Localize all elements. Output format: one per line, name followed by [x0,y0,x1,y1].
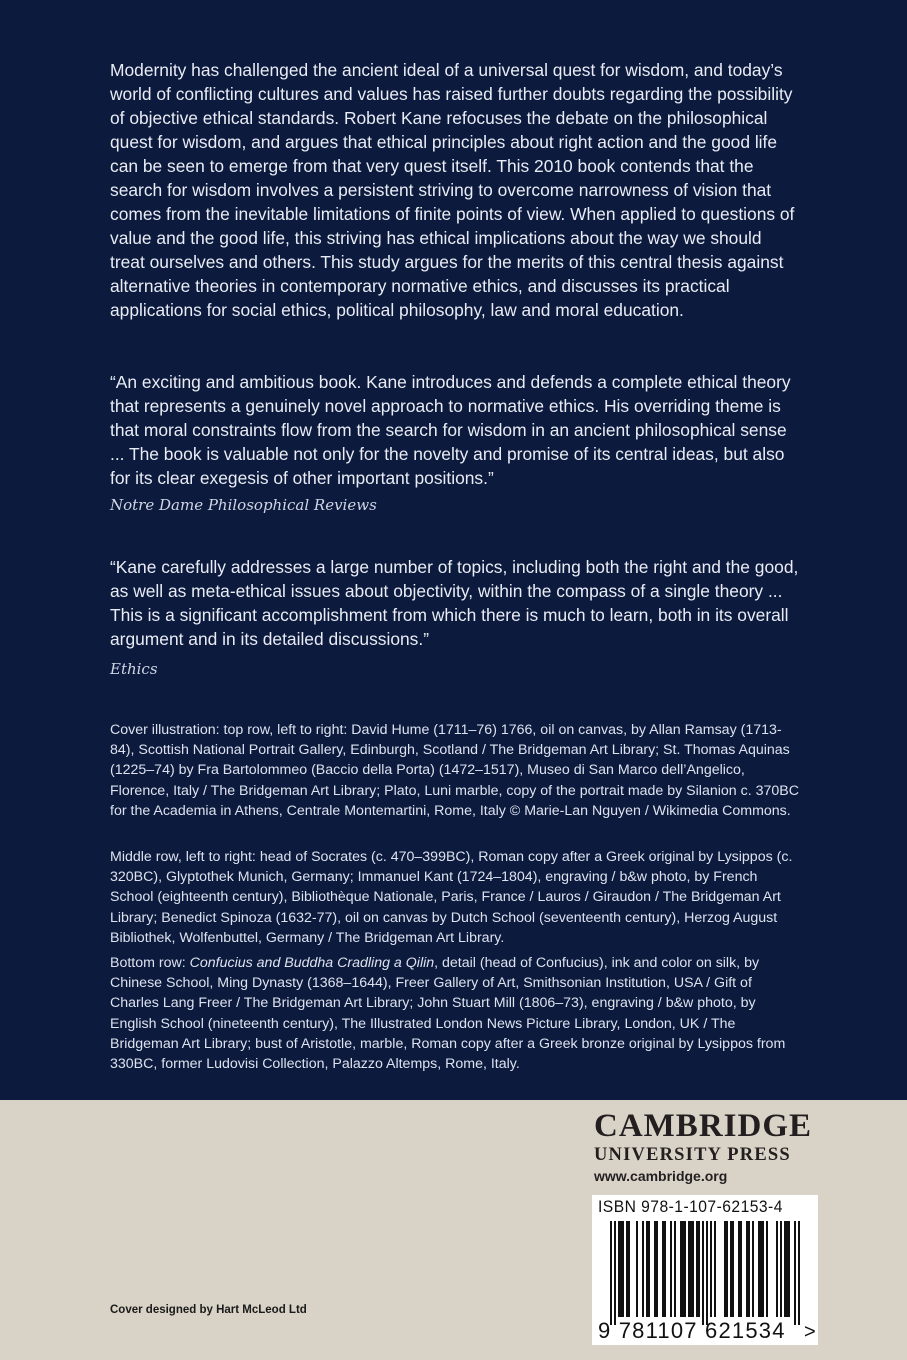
barcode-bar [724,1221,726,1317]
barcode-bar [662,1221,664,1317]
barcode-bar [784,1221,786,1317]
cover-credit-middle-row: Middle row, left to right: head of Socrates (c. 470–399BC), Roman copy after a Greek original by Lysippos (c. 320BC), Glyptothek Munich, Germany; Immanuel Kant (1724–1804), engraving / b&w photo, by French School (eighteenth century), Bibliothèque Nationale, Paris, France / Lauros / Giraudon / The Bridgeman Art Library; Benedict Spinoza (1632-77), oil on canvas by Dutch School (seventeenth century), Herzog August Bibliothek, Wolfenbuttel, Germany / The Bridgeman Art Library. [110,849,793,946]
review-quote-1: “An exciting and ambitious book. Kane introduces and defends a complete ethical theory that represents a genuinely novel approach to normative ethics. His overriding theme is that moral constraints flow from the search for wisdom in an ancient philosophical sense ... The book is valuable not only for the novelty and promise of its central ideas, but also for its clear exegesis of other important positions.” [110,372,791,488]
barcode-bar [760,1221,762,1317]
barcode-bar [692,1221,694,1317]
barcode-bar [646,1221,648,1317]
barcode-bar [654,1221,656,1317]
barcode-bar [680,1221,682,1317]
isbn-barcode [592,1195,818,1345]
barcode-bar [746,1221,748,1317]
barcode-bar [730,1221,732,1317]
barcode-bar [614,1221,616,1325]
review-quote-2: “Kane carefully addresses a large number of topics, including both the right and the good, as well as meta-ethical issues about objectivity, within the compass of a single theory ... This is a significant accomplishment from which there is much to learn, both in its overall argument and in its detailed discussions.” [110,557,799,649]
isbn-label: ISBN 978-1-107-62153-4 [598,1197,783,1216]
barcode-bar [690,1221,692,1317]
cover-credit-top-row: Cover illustration: top row, left to right: David Hume (1711–76) 1766, oil on canvas, by Allan Ramsay (1713-84), Scottish National Portrait Gallery, Edinburgh, Scotland / The Bridgeman Art Library; St. Thomas Aquinas (1225–74) by Fra Bartolommeo (Baccio della Porta) (1472–1517), Museo di San Marco dell’Angelico, Florence, Italy / The Bridgeman Art Library; Plato, Luni marble, copy of the portrait made by Silanion c. 370BC for the Academia in Athens, Centrale Montemartini, Rome, Italy © Marie-Lan Nguyen / Wikimedia Commons. [110,722,799,819]
credit-bottom-title: Confucius and Buddha Cradling a Qilin [189,955,435,971]
barcode-bar [626,1221,628,1317]
barcode-bar [780,1221,782,1317]
barcode-bar [696,1221,698,1317]
review-source-2: Ethics [110,660,158,678]
publisher-logo [594,1108,824,1184]
barcode-bar [648,1221,650,1317]
barcode-bar [794,1221,796,1325]
barcode-bar [636,1221,638,1317]
barcode-bar [752,1221,754,1317]
barcode-bar [610,1221,612,1325]
barcode-bar [762,1221,764,1317]
credit-bottom-prefix: Bottom row: [110,955,190,971]
review-source-1: Notre Dame Philosophical Reviews [110,496,377,514]
barcode-bar [682,1221,684,1317]
barcode-bar [698,1221,700,1317]
barcode-bar [776,1221,778,1317]
barcode-bar [798,1221,800,1325]
barcode-bar [788,1221,790,1317]
barcode-bar [738,1221,740,1317]
barcode-bar [786,1221,788,1317]
barcode-bar [714,1221,716,1317]
barcode-bar [726,1221,728,1317]
barcode-bar [684,1221,686,1317]
barcode-bar [622,1221,624,1317]
barcode-bar [740,1221,742,1317]
barcode-bar [732,1221,734,1317]
barcode-bar [620,1221,622,1317]
barcode-bar [758,1221,760,1317]
barcode-bar [664,1221,666,1317]
barcode-bar [702,1221,704,1325]
publisher-url: www.cambridge.org [594,1168,728,1184]
credit-bottom-rest: , detail (head of Confucius), ink and color on silk, by Chinese School, Ming Dynasty (1368–1644), Freer Gallery of Art, Smithsonian Institution, USA / Gift of Charles Lang Freer / The Bridgeman Art Library; John Stuart Mill (1806–73), engraving / b&w photo, by English School (nineteenth century), The Illustrated London News Picture Library, London, UK / The Bridgeman Art Library; bust of Aristotle, marble, Roman copy after a Greek bronze original by Lysippos from 330BC, former Ludovisi Collection, Palazzo Altemps, Rome, Italy. [110,955,786,1073]
cover-bottom-band [0,1100,907,1360]
ean-digits: 9 781107 621534 [598,1318,786,1343]
barcode-bar [748,1221,750,1317]
barcode-bar [642,1221,644,1317]
cover-credit-bottom-row [110,953,800,1074]
barcode-bar [766,1221,768,1317]
cover-designer-credit: Cover designed by Hart McLeod Ltd [110,1304,307,1316]
barcode-bar [628,1221,630,1317]
quiet-zone-marker: > [804,1321,816,1343]
publisher-press: UNIVERSITY PRESS [594,1145,791,1165]
book-description: Modernity has challenged the ancient ideal of a universal quest for wisdom, and today’s world of conflicting cultures and values has raised further doubts regarding the possibility of objective ethical standards. Robert Kane refocuses the debate on the philosophical quest for wisdom, and argues that ethical principles about right action and the good life can be seen to emerge from that very quest itself. This 2010 book contends that the search for wisdom involves a persistent striving to overcome narrowness of vision that comes from the inevitable limitations of finite points of view. When applied to questions of value and the good life, this striving has ethical implications about the way we should treat ourselves and others. This study argues for the merits of this central thesis against alternative theories in contemporary normative ethics, and discusses its practical applications for social ethics, political philosophy, law and moral education. [110,60,795,320]
barcode-bar [674,1221,676,1317]
publisher-name: CAMBRIDGE [594,1108,813,1144]
barcode-bar [710,1221,712,1317]
barcode-bar [670,1221,672,1317]
barcode-bar [656,1221,658,1317]
barcode-bar [618,1221,620,1317]
barcode-bar [706,1221,708,1325]
barcode-bar [688,1221,690,1317]
